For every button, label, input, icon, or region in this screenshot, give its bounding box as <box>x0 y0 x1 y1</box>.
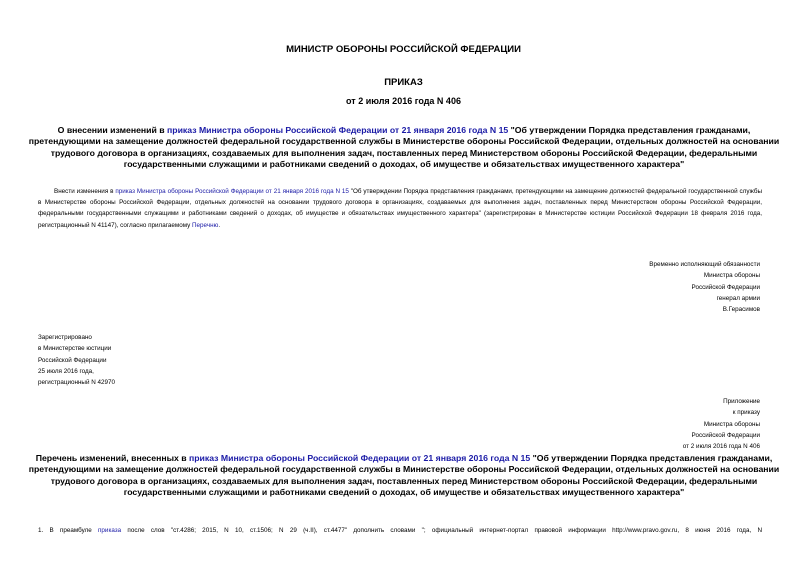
appendix-line: Приложение <box>723 398 760 405</box>
registration-line: 25 июля 2016 года, <box>38 367 94 375</box>
signature-block <box>560 259 760 315</box>
changes-list-title <box>28 453 780 498</box>
appendix-line: Министра обороны <box>703 420 760 428</box>
change-item-1 <box>38 527 762 534</box>
title-order-link[interactable]: приказ Министра обороны Российской Федерации от 21 января 2016 года N 15 <box>167 125 509 135</box>
body-prefix: Внести изменения в <box>54 188 116 195</box>
list-title-order-link[interactable]: приказ Министра обороны Российской Федерации от 21 января 2016 года N 15 <box>189 453 531 463</box>
appendix-line: к приказу <box>732 409 760 417</box>
item1-prefix: 1. В преамбуле <box>38 527 99 534</box>
body-list-link[interactable]: Перечню <box>192 221 219 229</box>
title-prefix: О внесении изменений в <box>57 125 168 135</box>
signature-line: В.Герасимов <box>722 306 760 314</box>
body-order-link[interactable]: приказ Министра обороны Российской Федерации от 21 января 2016 года N 15 <box>115 188 349 195</box>
signature-line: Российской Федерации <box>691 283 760 291</box>
item1-suffix: после слов "ст.4286; 2015, N 10, ст.1506; N 29 (ч.II), ст.4477" дополнить словами "; официальный интернет-портал правовой информации http://www.pravo.gov.ru, 8 июня 2016 года, N <box>121 527 762 534</box>
registration-line: Зарегистрировано <box>38 334 92 341</box>
document-title <box>28 125 780 170</box>
body-end: . <box>218 221 221 229</box>
ministry-heading: МИНИСТР ОБОРОНЫ РОССИЙСКОЙ ФЕДЕРАЦИИ <box>286 44 521 55</box>
registration-line: Российской Федерации <box>38 356 107 364</box>
registration-block <box>38 332 238 388</box>
appendix-block <box>560 396 760 452</box>
order-body-paragraph <box>38 186 762 231</box>
signature-line: Временно исполняющий обязанности <box>649 261 760 268</box>
document-date: от 2 июля 2016 года N 406 <box>346 96 461 106</box>
registration-line: в Министерстве юстиции <box>38 345 112 353</box>
body-middle: "Об утверждении Порядка представления гражданами, претендующими на замещение должностей федеральной государственной службы в Министерстве обороны Российской Федерации, отдельных должностей на основании трудового договора в организациях, создаваемых для выполнения задач, поставленных перед Министерством обороны Российской Федерации, федеральными государственными служащими и работниками сведений о доходах, об имуществе и обязательствах имущественного характера" (зарегистрирован в Министерстве юстиции Российской Федерации 18 февраля 2016 года, регистрационный N 41147), согласно прилагаемому <box>38 188 762 229</box>
item1-order-link[interactable]: приказа <box>98 527 122 534</box>
list-title-prefix: Перечень изменений, внесенных в <box>35 453 189 463</box>
document-type-heading: ПРИКАЗ <box>384 77 423 88</box>
appendix-line: от 2 июля 2016 года N 406 <box>682 443 760 451</box>
title-suffix: "Об утверждении Порядка представления гражданами, претендующими на замещение должностей федеральной государственной службы в Министерстве обороны Российской Федерации, отдельных должностей на основании трудового договора в организациях, создаваемых для выполнения задач, поставленных перед Министерством обороны Российской Федерации, федеральными государственными служащими и работниками сведений о доходах, об имуществе и обязательствах имущественного характера" <box>28 125 780 169</box>
signature-line: Министра обороны <box>703 272 760 280</box>
appendix-line: Российской Федерации <box>691 431 760 439</box>
list-title-suffix: "Об утверждении Порядка представления гражданами, претендующими на замещение должностей федеральной государственной службы в Министерстве обороны Российской Федерации, отдельных должностей на основании трудового договора в организациях, создаваемых для выполнения задач, поставленных перед Министерством обороны Российской Федерации, федеральными государственными служащими и работниками сведений о доходах, об имуществе и обязательствах имущественного характера" <box>28 453 780 497</box>
registration-line: регистрационный N 42970 <box>38 379 116 387</box>
signature-line: генерал армии <box>716 294 760 302</box>
